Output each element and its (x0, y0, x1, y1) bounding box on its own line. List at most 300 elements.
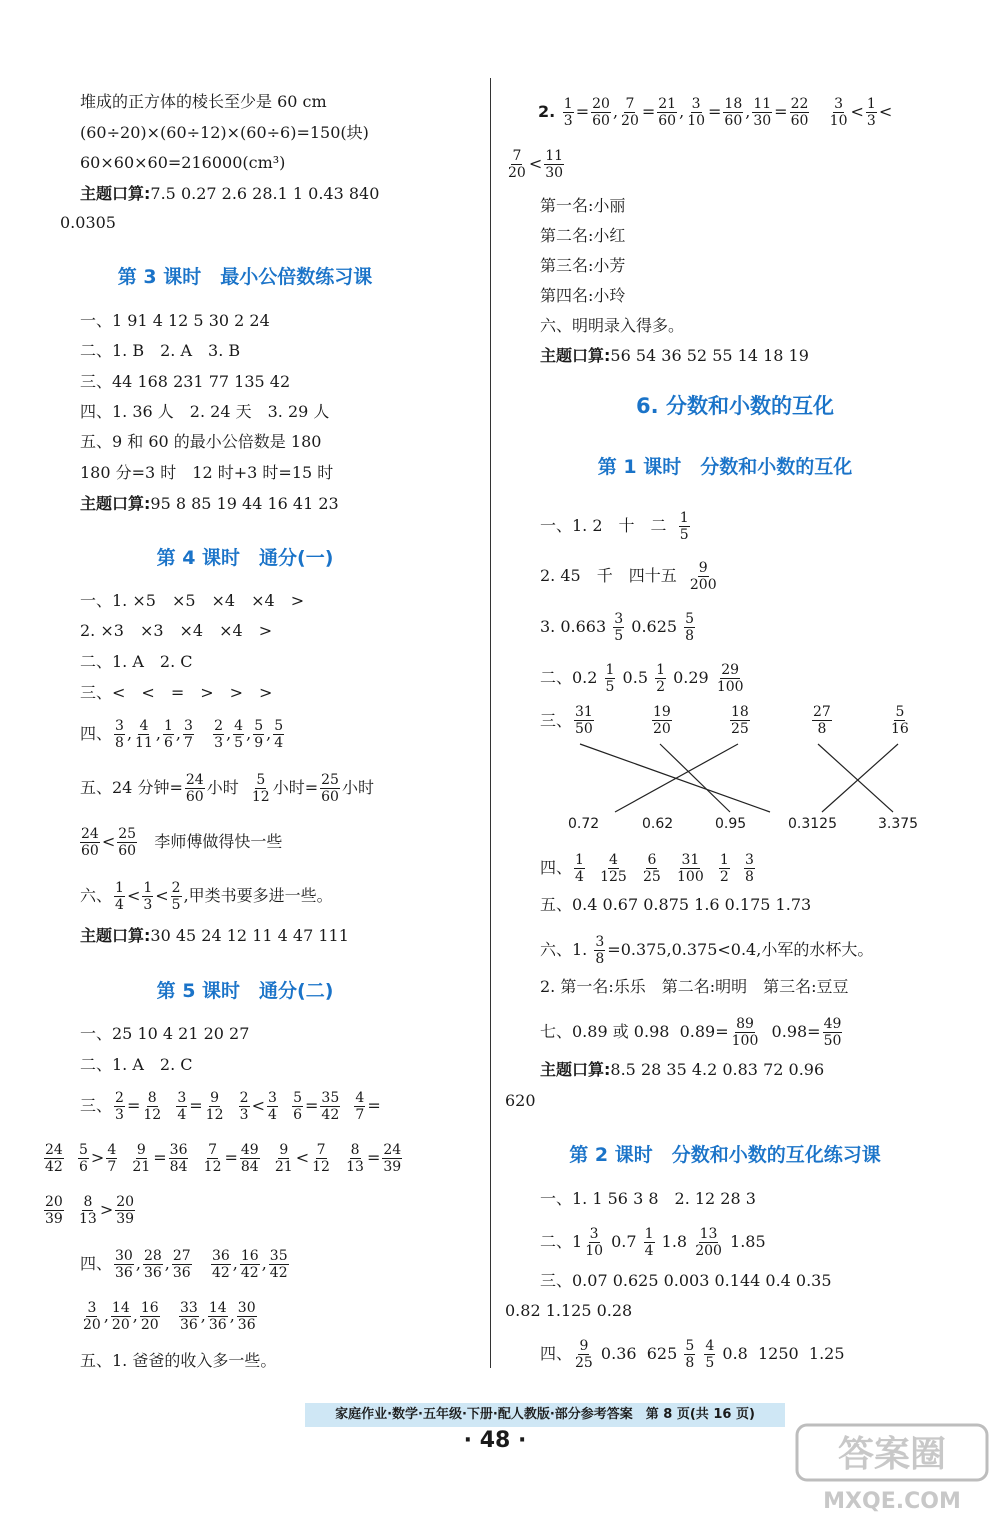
denominator: 25 (643, 869, 661, 885)
answer-line: 第二名:小红 (540, 226, 626, 245)
numerator: 5 (256, 772, 266, 788)
numerator: 5 (79, 1142, 88, 1158)
numerator: 1 (115, 880, 124, 896)
denominator: 60 (790, 113, 809, 129)
fraction (591, 96, 611, 129)
numerator: 2 (115, 1090, 124, 1106)
fraction-line (540, 852, 757, 885)
numerator: 24 (185, 772, 204, 788)
denominator: 100 (716, 679, 744, 695)
numerator: 1 (866, 96, 876, 112)
numerator: 3 (834, 96, 844, 112)
fraction (267, 1090, 278, 1123)
denominator: 20 (83, 1317, 101, 1333)
denominator: 84 (169, 1159, 188, 1175)
expr-text: = (126, 1096, 141, 1115)
numerator: 1 (656, 662, 666, 678)
expr-text (280, 1096, 290, 1115)
denominator: 8 (595, 951, 605, 967)
denominator: 5 (705, 1355, 715, 1371)
numerator: 4 (139, 718, 149, 734)
expr-text: , (679, 102, 685, 121)
expr-text: 0.7 (606, 1232, 642, 1251)
numerator: 18 (731, 704, 749, 720)
denominator: 84 (240, 1159, 259, 1175)
fraction (311, 1142, 331, 1175)
denominator: 8 (115, 735, 124, 751)
fraction (140, 1300, 160, 1333)
denominator: 36 (115, 1265, 133, 1281)
match-top-fraction (572, 704, 596, 737)
match-line (580, 744, 770, 812)
fraction (574, 1338, 594, 1371)
numerator: 89 (736, 1016, 754, 1032)
denominator: 36 (237, 1317, 256, 1333)
denominator: 25 (575, 1355, 593, 1371)
denominator: 8 (685, 1355, 695, 1371)
fraction (82, 1300, 102, 1333)
numerator: 36 (211, 1248, 230, 1264)
fraction (642, 852, 662, 885)
lesson-title: 第 5 课时 通分(二) (156, 980, 334, 1002)
denominator: 2 (719, 869, 729, 885)
mental-math-values: 8.5 28 35 4.2 0.83 72 0.96 (610, 1060, 825, 1079)
numerator: 6 (647, 852, 657, 868)
fraction-line (42, 1142, 404, 1175)
separator: , (246, 724, 252, 743)
denominator: 3 (563, 113, 573, 129)
numerator: 9 (579, 1338, 589, 1354)
text: 小时= (272, 778, 319, 797)
fraction (866, 96, 877, 129)
numerator: 24 (81, 826, 99, 842)
denominator: 4 (177, 1107, 187, 1123)
column-divider (490, 78, 491, 1368)
denominator: 13 (346, 1159, 364, 1175)
numerator: 18 (724, 96, 743, 112)
numerator: 35 (321, 1090, 340, 1106)
denominator: 20 (140, 1317, 159, 1333)
fraction-list (112, 718, 286, 751)
fraction-line (540, 611, 697, 644)
mental-math-label: 主题口算: (80, 494, 151, 513)
answer-line: 0.0305 (60, 213, 116, 232)
numerator: 11 (753, 96, 772, 112)
denominator: 16 (891, 721, 909, 737)
numerator: 25 (118, 826, 137, 842)
numerator: 3 (614, 611, 624, 627)
separator (196, 724, 211, 743)
denominator: 60 (81, 843, 99, 859)
fraction (233, 718, 244, 751)
fraction (213, 718, 224, 751)
fraction-expr (42, 1142, 404, 1175)
answer-line: 五、0.4 0.67 0.875 1.6 0.175 1.73 (540, 895, 812, 914)
mental-math-label: 主题口算: (80, 184, 151, 203)
fraction-line (80, 1300, 259, 1333)
fraction (169, 1142, 189, 1175)
denominator: 42 (211, 1265, 230, 1281)
fraction-expr (540, 1226, 766, 1259)
answer-line: 第四名:小玲 (540, 286, 626, 305)
numerator: 7 (625, 96, 635, 112)
answer-line: 第三名:小芳 (540, 256, 626, 275)
fraction (890, 704, 910, 737)
lesson-title: 第 3 课时 最小公倍数练习课 (117, 266, 373, 288)
answer-line: 堆成的正方体的棱长至少是 60 cm (80, 92, 327, 111)
numerator: 35 (269, 1248, 288, 1264)
numerator: 2 (171, 880, 181, 896)
fraction-expr (112, 1248, 291, 1281)
denominator: 20 (508, 165, 526, 181)
match-line (818, 744, 893, 812)
fraction (185, 772, 205, 805)
denominator: 30 (545, 165, 564, 181)
numerator: 31 (575, 704, 593, 720)
fraction-expr (112, 1090, 381, 1123)
fraction (684, 1338, 695, 1371)
fraction (249, 772, 273, 805)
denominator: 50 (823, 1033, 842, 1049)
fraction (274, 1142, 294, 1175)
denominator: 4 (644, 1243, 654, 1259)
expr-text (194, 1254, 209, 1273)
denominator: 21 (274, 1159, 293, 1175)
denominator: 2 (656, 679, 666, 695)
numerator: 4 (705, 1338, 715, 1354)
answer-line: 六、明明录入得多。 (540, 316, 685, 335)
answer-line: 620 (505, 1091, 536, 1110)
fraction (318, 772, 342, 805)
fraction (106, 1142, 117, 1175)
fraction (211, 1248, 231, 1281)
separator: , (226, 724, 232, 743)
numerator: 3 (115, 718, 124, 734)
separator: , (175, 724, 181, 743)
expr-text: , (232, 1254, 238, 1273)
numerator: 9 (136, 1142, 146, 1158)
denominator: 8 (817, 721, 827, 737)
fraction (78, 826, 102, 859)
fraction (273, 718, 284, 751)
denominator: 12 (143, 1107, 162, 1123)
fraction (80, 826, 100, 859)
numerator: 24 (45, 1142, 63, 1158)
svg-text:MXQE.COM: MXQE.COM (823, 1489, 961, 1514)
answer-line: 三、44 168 231 77 135 42 (80, 372, 291, 391)
fraction (292, 1090, 303, 1123)
fraction-line (80, 1248, 291, 1281)
denominator: 36 (208, 1317, 227, 1333)
expr-text: , (135, 1254, 141, 1273)
answer-line: 2. 第一名:乐乐 第二名:明明 第三名:豆豆 (540, 977, 849, 996)
expr-text: 0.29 (668, 668, 714, 687)
expr-text: = (641, 102, 656, 121)
numerator: 14 (111, 1300, 130, 1316)
denominator: 7 (107, 1159, 117, 1175)
numerator: 5 (274, 718, 284, 734)
numerator: 25 (321, 772, 339, 788)
denominator: 4 (115, 897, 124, 913)
text: 2. 45 千 四十五 (540, 566, 677, 585)
fraction-line (80, 718, 286, 751)
expr-text: = (224, 1148, 238, 1167)
denominator: 3 (239, 1107, 249, 1123)
denominator: 36 (143, 1265, 162, 1281)
fraction (594, 934, 605, 967)
fraction (652, 704, 672, 737)
numerator: 14 (208, 1300, 227, 1316)
fraction (163, 718, 174, 751)
denominator: 8 (745, 869, 754, 885)
fraction (44, 1142, 64, 1175)
expr-text (164, 1096, 174, 1115)
numerator: 8 (350, 1142, 360, 1158)
answer-line: 0.82 1.125 0.28 (505, 1301, 633, 1320)
numerator: 4 (609, 852, 618, 868)
denominator: 42 (45, 1159, 63, 1175)
numerator: 16 (140, 1300, 159, 1316)
numerator: 4 (107, 1142, 117, 1158)
matching-diagram (560, 702, 930, 842)
mental-math-line (80, 183, 379, 205)
fraction (240, 1142, 260, 1175)
fraction (114, 1090, 125, 1123)
answer-line: 180 分=3 时 12 时+3 时=15 时 (80, 463, 334, 482)
fraction (172, 1248, 192, 1281)
match-top-fraction (650, 704, 674, 737)
answer-line: 四、1. 36 人 2. 24 天 3. 29 人 (80, 402, 330, 421)
fraction (176, 1090, 187, 1123)
expr-text: = (367, 1096, 381, 1115)
text: =0.375,0.375<0.4,小军的水杯大。 (607, 940, 874, 959)
fraction (829, 96, 849, 129)
denominator: 200 (689, 577, 717, 593)
denominator: 10 (687, 113, 706, 129)
numerator: 13 (699, 1226, 718, 1242)
expr-text: 3. 0.663 (540, 617, 612, 636)
numerator: 31 (681, 852, 700, 868)
fraction (115, 1194, 135, 1227)
numerator: 8 (83, 1194, 93, 1210)
expr-text: , (200, 1306, 206, 1325)
fraction-line (540, 1338, 845, 1371)
fraction (134, 718, 154, 751)
answer-line: 第一名:小丽 (540, 196, 626, 215)
fraction (240, 1248, 260, 1281)
fraction (676, 852, 705, 885)
denominator: 100 (677, 869, 704, 885)
expr-text: , (261, 1254, 267, 1273)
expr-text: < (295, 1148, 310, 1167)
separator: , (266, 724, 272, 743)
numerator: 30 (115, 1248, 133, 1264)
lesson-title: 第 1 课时 分数和小数的互化 (597, 456, 853, 478)
denominator: 39 (383, 1159, 402, 1175)
fraction (574, 704, 594, 737)
expr-text (732, 858, 742, 877)
fraction (790, 96, 810, 129)
numerator: 1 (143, 880, 153, 896)
expr-text: , (612, 102, 619, 121)
numerator: 3 (745, 852, 754, 868)
denominator: 20 (621, 113, 639, 129)
mental-math-line (80, 925, 349, 947)
fraction (744, 852, 755, 885)
denominator: 25 (731, 721, 749, 737)
answer-line: 二、1. B 2. A 3. B (80, 341, 241, 360)
expr-text (66, 1200, 76, 1219)
denominator: 3 (866, 113, 876, 129)
expr-text: = (708, 102, 722, 121)
fraction (117, 826, 137, 859)
fraction (169, 880, 184, 913)
separator: , (126, 724, 133, 743)
match-bottom-value: 0.72 (568, 816, 600, 832)
text: 小时 (341, 778, 374, 797)
fraction (812, 704, 832, 737)
numerator: 3 (691, 96, 701, 112)
fraction (269, 1248, 289, 1281)
fraction (574, 852, 585, 885)
numerator: 3 (589, 1226, 599, 1242)
numerator: 9 (279, 1142, 289, 1158)
fraction-line (538, 96, 892, 129)
fraction-line (80, 1090, 381, 1123)
fraction-line: $\frac{24}{60}$ < $\frac{25}{60}$ 李师傅做得快一些 (78, 826, 282, 859)
denominator: 7 (183, 735, 193, 751)
denominator: 5 (234, 735, 244, 751)
answer-line: 2. ×3 ×3 ×4 ×4 > (80, 621, 273, 640)
numerator: 7 (512, 148, 522, 164)
denominator: 6 (163, 735, 173, 751)
fraction (78, 1142, 89, 1175)
denominator: 13 (79, 1211, 97, 1227)
fraction (731, 1016, 760, 1049)
denominator: 4 (575, 869, 584, 885)
numerator: 21 (658, 96, 677, 112)
denominator: 200 (695, 1243, 722, 1259)
numerator: 27 (172, 1248, 191, 1264)
denominator: 4 (274, 735, 284, 751)
expr-text: = (189, 1096, 203, 1115)
denominator: 20 (111, 1317, 130, 1333)
fraction (716, 662, 745, 695)
match-line (822, 744, 898, 812)
denominator: 8 (685, 628, 695, 644)
watermark-logo (795, 1420, 990, 1515)
expr-text (66, 1148, 76, 1167)
fraction (44, 1194, 64, 1227)
denominator: 5 (171, 897, 181, 913)
svg-text:答案圈: 答案圈 (837, 1434, 947, 1475)
denominator: 4 (268, 1107, 277, 1123)
denominator: 5 (679, 527, 689, 543)
answer-line: 一、25 10 4 21 20 27 (80, 1024, 250, 1043)
denominator: 21 (132, 1159, 151, 1175)
expr-text (587, 858, 597, 877)
fraction-expr (80, 1300, 259, 1333)
item-label: 三、 (540, 711, 573, 730)
answer-line: 三、< < = > > > (80, 683, 273, 702)
denominator: 7 (355, 1107, 365, 1123)
numerator: 19 (653, 704, 671, 720)
expr-text (333, 1148, 343, 1167)
separator: , (155, 724, 161, 743)
numerator: 2 (214, 718, 224, 734)
expr-text (162, 1306, 177, 1325)
answer-line: 一、1. ×5 ×5 ×4 ×4 > (80, 591, 305, 610)
match-bottom-value: 3.375 (878, 816, 919, 832)
fraction (723, 96, 743, 129)
expr-text: > (90, 1148, 105, 1167)
fraction (320, 772, 340, 805)
denominator: 9 (254, 735, 264, 751)
fraction (752, 96, 772, 129)
match-top-fraction (810, 704, 834, 737)
match-top-fraction (728, 704, 752, 737)
numerator: 1 (719, 852, 729, 868)
numerator: 3 (177, 1090, 187, 1106)
fraction-expr (540, 1016, 844, 1049)
match-bottom-value: 0.62 (642, 816, 674, 832)
expr-text (697, 1344, 702, 1363)
expr-text: 1.8 (656, 1232, 693, 1251)
fraction (140, 880, 155, 913)
lesson-title: 第 4 课时 通分(一) (156, 547, 334, 569)
fraction-expr (42, 1194, 137, 1227)
numerator: 20 (45, 1194, 63, 1210)
mental-math-label: 主题口算: (540, 346, 611, 365)
numerator: 1 (605, 662, 615, 678)
numerator: 8 (147, 1090, 157, 1106)
numerator: 27 (813, 704, 831, 720)
fraction-line (540, 560, 720, 593)
fraction (677, 510, 692, 543)
text: 李师傅做得快一些 (154, 832, 283, 851)
expr-text (119, 1148, 129, 1167)
fraction (237, 1300, 257, 1333)
expr-text: = (575, 102, 590, 121)
text: 五、24 分钟= (80, 778, 183, 797)
denominator: 60 (321, 789, 339, 805)
fraction-expr (540, 1338, 845, 1371)
numerator: 5 (293, 1090, 303, 1106)
fraction (719, 852, 730, 885)
denominator: 60 (592, 113, 610, 129)
fraction (239, 1090, 250, 1123)
denominator: 5 (614, 628, 624, 644)
expr-text: = (153, 1148, 167, 1167)
expr-text: , (164, 1254, 170, 1273)
fraction (114, 1248, 134, 1281)
numerator: 24 (383, 1142, 402, 1158)
fraction (704, 1338, 715, 1371)
fraction-line (540, 1226, 766, 1259)
fraction (115, 826, 139, 859)
denominator: 3 (214, 735, 224, 751)
fraction (253, 718, 264, 751)
denominator: 60 (724, 113, 743, 129)
numerator: 4 (355, 1090, 365, 1106)
fraction (179, 1300, 199, 1333)
denominator: 100 (731, 1033, 759, 1049)
expr-text: < (850, 102, 864, 121)
expr-text: = (305, 1096, 319, 1115)
denominator: 36 (172, 1265, 191, 1281)
expr-text: < (878, 102, 893, 121)
fraction (183, 772, 207, 805)
